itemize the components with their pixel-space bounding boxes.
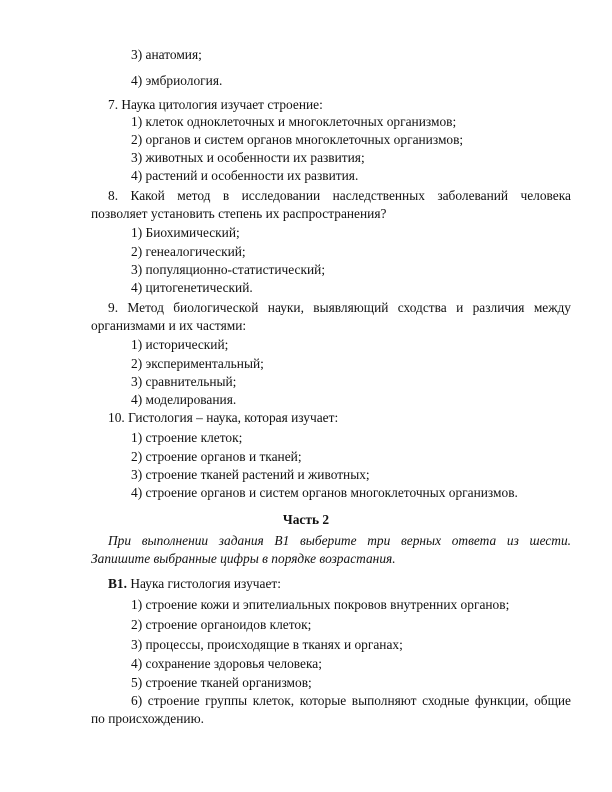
question-b1-label: В1. — [108, 576, 127, 591]
answer-option: 4) сохранение здоровья человека; — [131, 656, 322, 671]
answer-option: 2) строение органов и тканей; — [131, 449, 302, 464]
answer-option: 1) клеток одноклеточных и многоклеточных организмов; — [131, 114, 457, 129]
answer-option: 4) моделирования. — [131, 392, 237, 407]
answer-option: 2) органов и систем органов многоклеточных организмов; — [131, 132, 464, 147]
answer-option: 2) генеалогический; — [131, 244, 246, 259]
answer-option: 2) строение органоидов клеток; — [131, 617, 312, 632]
answer-option: 5) строение тканей организмов; — [131, 675, 312, 690]
answer-option: 1) строение кожи и эпителиальных покровов внутренних органов; — [131, 597, 510, 612]
question-8-line-1: 8. Какой метод в исследовании наследственных заболеваний человека — [108, 188, 571, 203]
answer-option: 1) строение клеток; — [131, 430, 243, 445]
question-b1-text: Наука гистология изучает: — [126, 576, 281, 591]
question-b1 — [108, 576, 281, 592]
question-10: 10. Гистология – наука, которая изучает: — [108, 410, 339, 425]
answer-option: 3) анатомия; — [131, 47, 202, 62]
answer-option: 3) процессы, происходящие в тканях и органах; — [131, 637, 403, 652]
question-9-line-2: организмами и их частями: — [91, 318, 247, 333]
answer-option: 3) популяционно-статистический; — [131, 262, 326, 277]
section-heading: Часть 2 — [282, 512, 330, 527]
question-7: 7. Наука цитология изучает строение: — [108, 97, 323, 112]
answer-option: 1) Биохимический; — [131, 225, 240, 240]
instructions-line-2: Запишите выбранные цифры в порядке возрастания. — [91, 551, 396, 566]
answer-option: 3) сравнительный; — [131, 374, 237, 389]
answer-option: 6) строение группы клеток, которые выполняют сходные функции, общие — [131, 693, 571, 708]
answer-option: 3) строение тканей растений и животных; — [131, 467, 370, 482]
answer-option: 4) растений и особенности их развития. — [131, 168, 359, 183]
answer-option: 2) экспериментальный; — [131, 356, 264, 371]
answer-option: 4) эмбриология. — [131, 73, 223, 88]
question-9-line-1: 9. Метод биологической науки, выявляющий сходства и различия между — [108, 300, 571, 315]
instructions-line-1: При выполнении задания В1 выберите три верных ответа из шести. — [108, 533, 571, 548]
answer-option-continuation: по происхождению. — [91, 711, 204, 726]
answer-option: 1) исторический; — [131, 337, 229, 352]
answer-option: 4) строение органов и систем органов многоклеточных организмов. — [131, 485, 518, 500]
question-8-line-2: позволяет установить степень их распространения? — [91, 206, 387, 221]
answer-option: 4) цитогенетический. — [131, 280, 253, 295]
answer-option: 3) животных и особенности их развития; — [131, 150, 365, 165]
